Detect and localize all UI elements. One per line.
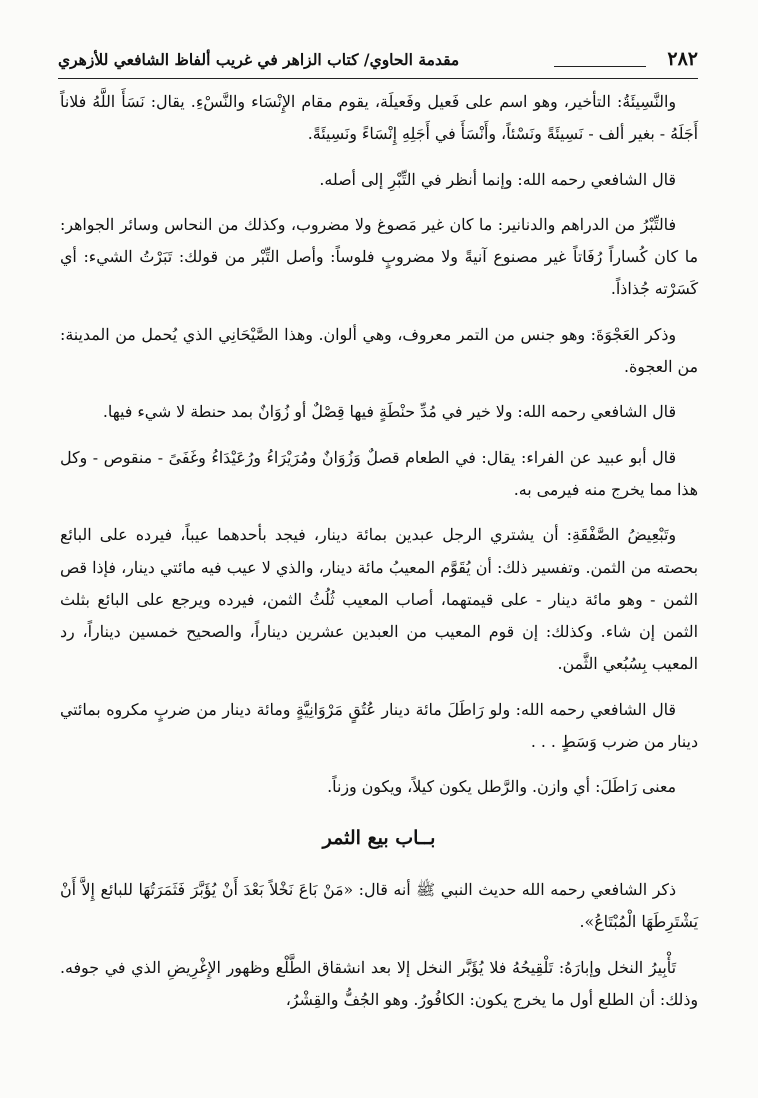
paragraph-tabir: تَأْبِيرُ النخل وإبارَهُ: تَلْقِيحُهُ فلا يُؤَبَّر النخل إلا بعد انشقاق الطَّلْع وظهور الإِغْرِيضِ الذي في جوفه. وذلك: أن الطلع أول ما يخرج يكون: الكافُورُ. وهو الجُفُّ والقِشْرُ، bbox=[60, 957, 698, 1009]
paragraph-ratal-meaning: معنى رَاطَلَ: أي وازن. والرَّطل يكون كيلاً، ويكون وزناً. bbox=[327, 777, 676, 797]
paragraph-shafii-tibr: قال الشافعي رحمه الله: وإنما أنظر في التِّبْرِ إلى أصله. bbox=[319, 169, 676, 189]
paragraph-shafii-ratal: قال الشافعي رحمه الله: ولو رَاطَلَ مائة دينار عُتُقٍ مَرْوَانِيَّةٍ ومائة دينار من ضربٍ مكروه بمائتي دينار من ضرب وَسَطٍ . . . bbox=[60, 699, 698, 752]
page-header bbox=[58, 44, 698, 79]
page-body bbox=[60, 86, 698, 1029]
paragraph-shafii-hinta: قال الشافعي رحمه الله: ولا خير في مُدِّ حنْطَةٍ فيها قِصْلٌ أو زُوَانٌ بمد حنطة لا شيء فيها. bbox=[102, 402, 676, 422]
page-number: ٢٨٢ bbox=[667, 48, 698, 70]
paragraph-tabid-safqa: وتَبْعِيضُ الصَّفْقَةِ: أن يشتري الرجل عبدين بمائة دينار، فيجد بأحدهما عيباً، فيرده على البائع بحصته من الثمن. وتفسير ذلك: أن يُقَوَّم المعيبُ مائة دينار، والذي لا عيب فيه مائتي دينار، فإذا قص الثمن - وهو مائة دينار - على قيمتهما، أصاب المعيب ثُلُثُ الثمن، فيرده ويرجع على البائع بثلث الثمن إن شاء. وكذلك: إن قوم المعيب من العبدين عشرين ديناراً، والصحيح خمسين ديناراً، رد المعيب بِسُبُعي الثَّمن. bbox=[60, 525, 698, 674]
paragraph-tibr-definition: فالتِّبْرُ من الدراهم والدنانير: ما كان غير مَصوغ ولا مضروب، وكذلك من النحاس وسائر الجواهر: ما كان كُساراً رُفَاتاً غير مصنوع آنيةً ولا مضروبٍ فلوساً: وأصل التِّبْر من قولك: تَبَرْتُ الشيء: أي كَسَرْته جُذاذاً. bbox=[60, 214, 698, 299]
paragraph-nasia: والنَّسِيئَةُ: التأخير، وهو اسم على فَعيل وفَعيلَة، يقوم مقام الإِنْسَاء والنَّسْءِ. يقال: نَسَأَ اللَّهُ فلاناً أَجَلَهُ - بغير ألف - نَسِيئَةً ونَسْئاً، وأَنْسَأَ في أَجَلِهِ إِنْسَاءً ونَسِيئَةً. bbox=[60, 92, 698, 144]
section-heading-text: بــاب بيع الثمر bbox=[322, 826, 436, 849]
section-heading bbox=[60, 822, 698, 854]
header-divider bbox=[554, 66, 646, 67]
paragraph-ajwa: وذكر العَجْوَةَ: وهو جنس من التمر معروف، وهي ألوان. وهذا الصَّيْحَانِي الذي يُحمل من المدينة: من العجوة. bbox=[60, 324, 698, 377]
paragraph-abu-ubaid: قال أبو عبيد عن الفراء: يقال: في الطعام قصلٌ وَزُوَانٌ ومُرَيْرَاءُ ورُعَيْدَاءُ وغَفَىً - منقوص - وكل هذا مما يخرج منه فيرمى به. bbox=[60, 447, 698, 499]
paragraph-hadith: ذكر الشافعي رحمه الله حديث النبي ﷺ أنه قال: «مَنْ بَاعَ نَخْلاً بَعْدَ أَنْ يُؤَبَّرَ فَثَمَرَتُهَا للبائع إِلاَّ أَنْ يَشْتَرِطَهَا الْمُبْتَاعُ». bbox=[60, 879, 698, 932]
running-title: مقدمة الحاوي/ كتاب الزاهر في غريب ألفاظ الشافعي للأزهري bbox=[58, 50, 460, 69]
